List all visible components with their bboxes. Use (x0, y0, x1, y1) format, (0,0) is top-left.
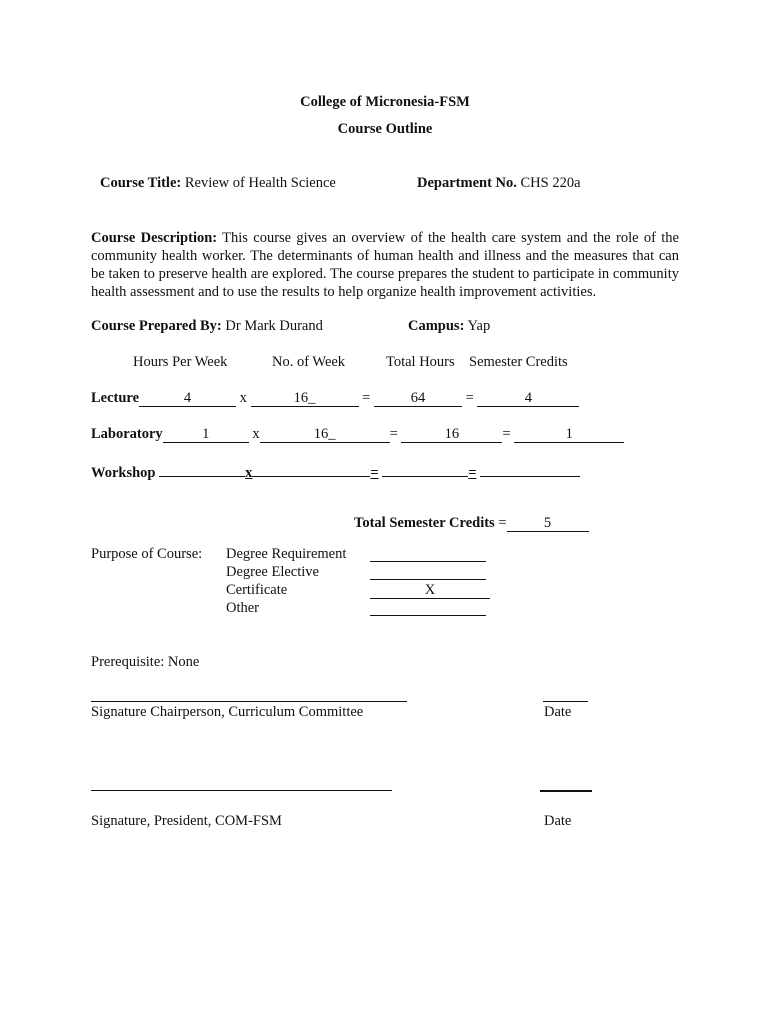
times-symbol: x (252, 426, 260, 442)
times-symbol: x (245, 465, 253, 481)
workshop-credits (480, 461, 580, 477)
purpose-mark-certificate: X (370, 582, 490, 599)
row-label: Lecture (91, 390, 140, 406)
college-name: College of Micronesia-FSM (300, 94, 470, 110)
laboratory-weeks: 16_ (260, 427, 390, 443)
equals-symbol: = (465, 390, 474, 406)
president-date-label: Date (544, 813, 572, 829)
header-total-hours: Total Hours (386, 354, 455, 370)
purpose-option-certificate: Certificate (226, 582, 288, 598)
laboratory-credits: 1 (514, 427, 624, 443)
laboratory-total: 16 (401, 427, 502, 443)
times-symbol: x (239, 390, 247, 406)
equals-symbol: = (389, 426, 398, 442)
chair-signature-line (91, 701, 407, 702)
purpose-option-other: Other (226, 600, 260, 616)
purpose-option-degree-requirement: Degree Requirement (226, 546, 347, 562)
document-title: Course Outline (337, 121, 433, 137)
chair-date-label: Date (544, 704, 572, 720)
equals-symbol: = (468, 465, 477, 481)
prerequisite: Prerequisite: None (91, 654, 200, 670)
header-number-of-weeks: No. of Week (272, 354, 346, 370)
laboratory-row (91, 426, 624, 443)
purpose-option-degree-elective: Degree Elective (226, 564, 319, 580)
header-semester-credits: Semester Credits (469, 354, 568, 370)
total-credits-value: 5 (507, 516, 589, 532)
row-label: Laboratory (91, 426, 163, 442)
total-semester-credits: Total Semester Credits = 5 (354, 515, 589, 532)
lecture-total: 64 (374, 391, 462, 407)
course-title: Course Title: Review of Health Science (100, 175, 336, 191)
lecture-credits: 4 (477, 391, 579, 407)
equals-symbol: = (502, 426, 511, 442)
workshop-total (382, 461, 468, 477)
lecture-hours: 4 (139, 391, 236, 407)
department-number: Department No. CHS 220a (417, 175, 581, 191)
header-hours-per-week: Hours Per Week (133, 354, 228, 370)
equals-symbol: = (370, 465, 379, 481)
chair-signature-label: Signature Chairperson, Curriculum Committee (91, 704, 364, 720)
laboratory-hours: 1 (163, 427, 249, 443)
campus: Campus: Yap (408, 318, 491, 334)
workshop-row (91, 461, 580, 482)
chair-date-line (543, 701, 588, 702)
equals-symbol: = (362, 390, 371, 406)
lecture-weeks: 16_ (251, 391, 359, 407)
purpose-label: Purpose of Course: (91, 546, 203, 562)
purpose-mark-other (370, 600, 486, 621)
lecture-row (91, 390, 579, 407)
president-date-line (540, 790, 592, 792)
president-signature-line (91, 790, 392, 791)
workshop-hours (159, 461, 245, 477)
course-description: Course Description: This course gives an overview of the health care system and the role of the community health worker. The determinants of human health and illness and the measures that can be taken to preserve health are explored. The course prepares the student to participate in community health assessment and to use the results to help organize health improvement activities. (91, 230, 679, 300)
row-label: Workshop (91, 465, 156, 481)
prepared-by: Course Prepared By: Dr Mark Durand (91, 318, 323, 334)
president-signature-label: Signature, President, COM-FSM (91, 813, 282, 829)
workshop-weeks (252, 461, 370, 477)
